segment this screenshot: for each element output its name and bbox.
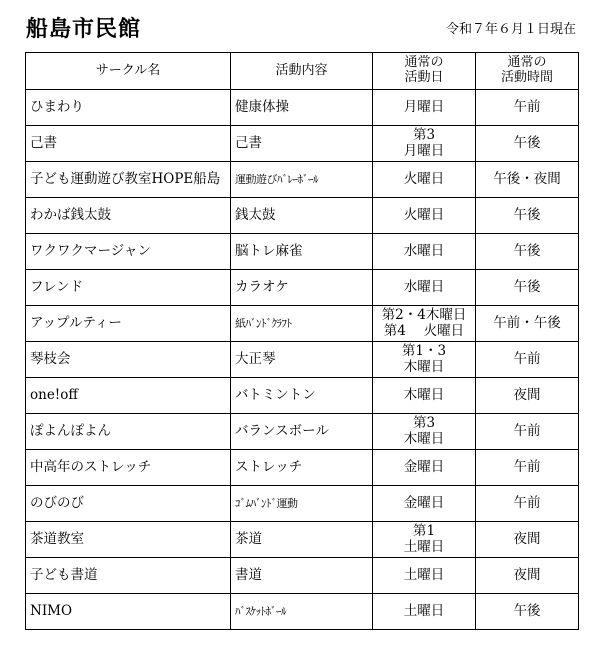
activity — [231, 270, 373, 306]
header-activity: 活動内容 — [231, 53, 373, 90]
usual-day-line: 木曜日 — [403, 430, 445, 447]
usual-day-line: 月曜日 — [403, 142, 445, 159]
usual-time: 午後 — [476, 198, 579, 234]
usual-day-line: 土曜日 — [403, 602, 445, 619]
usual-day — [373, 522, 476, 558]
circle-name: NIMO — [26, 594, 231, 630]
activity-text: 大正琴 — [235, 350, 276, 367]
usual-day-line: 第1・3 — [401, 342, 447, 359]
usual-day-line: 月曜日 — [403, 98, 445, 115]
as-of-date: 令和７年６月１日現在 — [445, 22, 576, 37]
activity — [231, 90, 373, 126]
usual-day-line: 火曜日 — [403, 206, 445, 223]
header-usual-time-line: 通常の — [507, 55, 547, 71]
activity — [231, 234, 373, 270]
usual-time: 午前・午後 — [476, 306, 579, 342]
activity-text: 健康体操 — [235, 98, 289, 115]
activity — [231, 306, 373, 342]
usual-day — [373, 162, 476, 198]
usual-day-line: 第3 — [412, 414, 436, 431]
activity — [231, 198, 373, 234]
header-usual-day — [373, 53, 476, 90]
activity — [231, 342, 373, 378]
usual-day-line: 第2・4木曜日 — [381, 306, 467, 323]
usual-time: 夜間 — [476, 558, 579, 594]
usual-day-line: 木曜日 — [403, 358, 445, 375]
circle-name: のびのび — [26, 486, 231, 522]
activity-text: バランスボール — [235, 422, 329, 439]
table-row — [26, 558, 579, 594]
usual-day-line: 火曜日 — [403, 170, 445, 187]
usual-time: 午前 — [476, 450, 579, 486]
usual-day — [373, 306, 476, 342]
table-row — [26, 594, 579, 630]
usual-day-line: 第3 — [412, 126, 436, 143]
activity-text: カラオケ — [235, 278, 289, 295]
table-row — [26, 270, 579, 306]
table-row — [26, 414, 579, 450]
activity — [231, 414, 373, 450]
table-row — [26, 342, 579, 378]
usual-day — [373, 486, 476, 522]
usual-day — [373, 126, 476, 162]
activity-text: バトミントン — [235, 386, 316, 403]
table-body — [26, 90, 579, 630]
usual-day — [373, 342, 476, 378]
usual-day — [373, 90, 476, 126]
activity-text: 茶道 — [235, 530, 262, 547]
usual-day-line: 木曜日 — [403, 386, 445, 403]
table-row — [26, 486, 579, 522]
circle-name: 中高年のストレッチ — [26, 450, 231, 486]
activity-text: 銭太鼓 — [235, 206, 276, 223]
circle-name: 琴枝会 — [26, 342, 231, 378]
usual-day-line: 土曜日 — [403, 566, 445, 583]
circle-name: ぽよんぽよん — [26, 414, 231, 450]
activity-text: ｺﾞﾑﾊﾞﾝﾄﾞ運動 — [235, 496, 298, 510]
activity-text: 己書 — [235, 134, 262, 151]
activity — [231, 126, 373, 162]
header-usual-time-line: 活動時間 — [500, 70, 553, 85]
table-row — [26, 198, 579, 234]
usual-time: 午前 — [476, 342, 579, 378]
circle-schedule-table — [25, 52, 579, 630]
activity — [231, 558, 373, 594]
usual-day — [373, 594, 476, 630]
usual-day — [373, 378, 476, 414]
table-row — [26, 378, 579, 414]
usual-day — [373, 234, 476, 270]
usual-time: 午前 — [476, 486, 579, 522]
activity-text: 紙ﾊﾞﾝﾄﾞｸﾗﾌﾄ — [235, 316, 292, 330]
activity — [231, 162, 373, 198]
usual-day-line: 水曜日 — [403, 242, 445, 259]
table-header — [26, 53, 579, 90]
activity — [231, 594, 373, 630]
usual-day-line: 水曜日 — [403, 278, 445, 295]
activity-text: 運動遊びﾊﾞﾚｰﾎﾞｰﾙ — [235, 172, 318, 186]
circle-name: 茶道教室 — [26, 522, 231, 558]
usual-time: 午後・夜間 — [476, 162, 579, 198]
usual-day-line: 第1 — [412, 522, 436, 539]
table-row — [26, 450, 579, 486]
activity-text: ﾊﾞｽｹｯﾄﾎﾞｰﾙ — [235, 604, 286, 618]
table-row — [26, 234, 579, 270]
circle-name: 子ども書道 — [26, 558, 231, 594]
usual-day — [373, 450, 476, 486]
usual-day-line: 金曜日 — [403, 494, 445, 511]
usual-time: 午後 — [476, 270, 579, 306]
usual-time: 午前 — [476, 90, 579, 126]
header-usual-day-line: 活動日 — [404, 70, 444, 85]
circle-name: 己書 — [26, 126, 231, 162]
circle-name: ひまわり — [26, 90, 231, 126]
circle-name: アップルティー — [26, 306, 231, 342]
usual-time: 夜間 — [476, 378, 579, 414]
circle-name: one!off — [26, 378, 231, 414]
activity — [231, 522, 373, 558]
usual-day-line: 土曜日 — [403, 538, 445, 555]
usual-time: 午後 — [476, 234, 579, 270]
activity-text: 脳トレ麻雀 — [235, 242, 303, 259]
activity — [231, 486, 373, 522]
circle-name: ワクワクマージャン — [26, 234, 231, 270]
header-row — [26, 53, 579, 90]
activity-text: 書道 — [235, 566, 262, 583]
activity — [231, 450, 373, 486]
table-row — [26, 90, 579, 126]
usual-time: 午前 — [476, 414, 579, 450]
header-circle-name: サークル名 — [26, 53, 231, 90]
usual-day — [373, 270, 476, 306]
activity — [231, 378, 373, 414]
usual-time: 夜間 — [476, 522, 579, 558]
circle-name: 子ども運動遊び教室HOPE船島 — [26, 162, 231, 198]
usual-time: 午後 — [476, 594, 579, 630]
table-row — [26, 126, 579, 162]
table-row — [26, 522, 579, 558]
usual-day-line: 金曜日 — [403, 458, 445, 475]
usual-day — [373, 198, 476, 234]
page-title: 船島市民館 — [26, 17, 142, 42]
table-row — [26, 306, 579, 342]
header-usual-time — [476, 53, 579, 90]
usual-day-line: 第4 火曜日 — [383, 322, 465, 339]
usual-day — [373, 414, 476, 450]
circle-name: フレンド — [26, 270, 231, 306]
circle-name: わかば銭太鼓 — [26, 198, 231, 234]
usual-day — [373, 558, 476, 594]
activity-text: ストレッチ — [235, 458, 303, 475]
table-row — [26, 162, 579, 198]
usual-time: 午後 — [476, 126, 579, 162]
header-usual-day-line: 通常の — [404, 55, 444, 71]
